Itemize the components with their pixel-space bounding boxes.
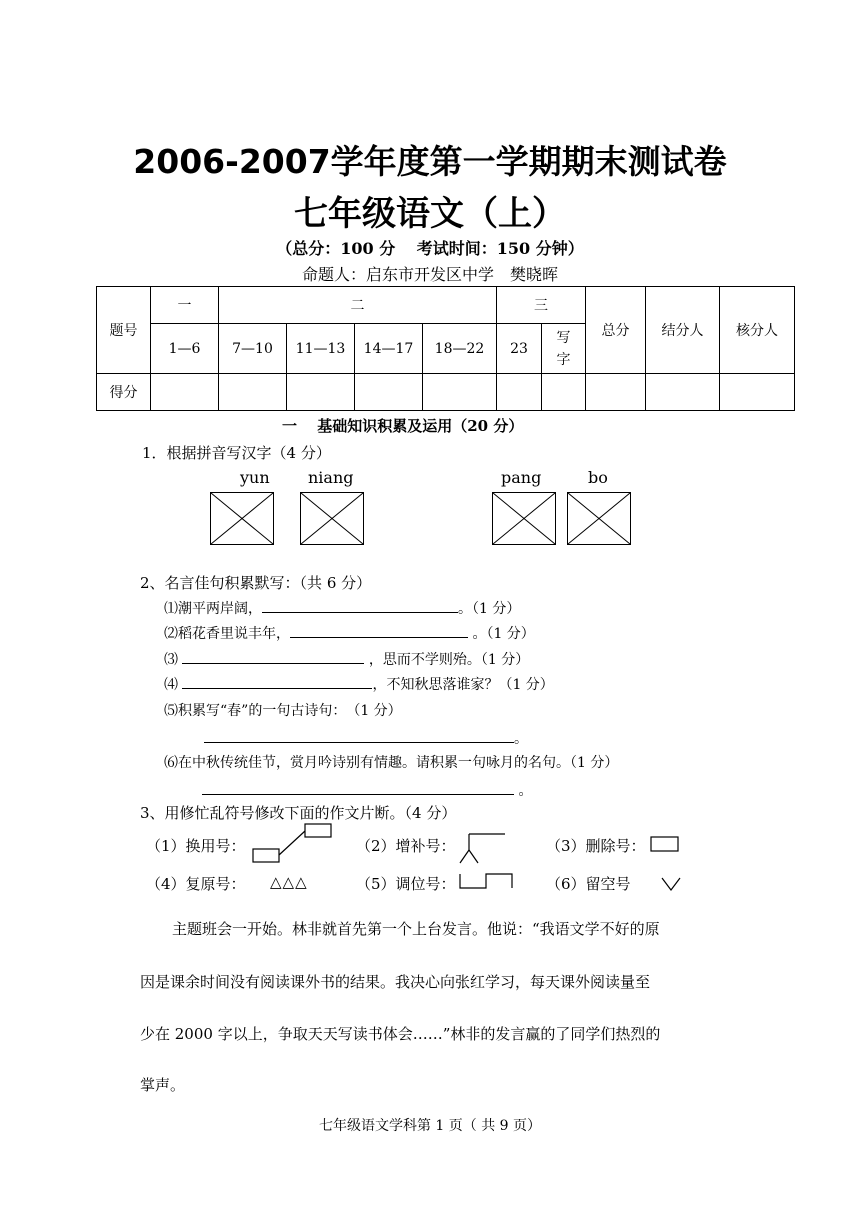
q2-item-4-pre: ⑷ [164, 677, 178, 693]
score-cell[interactable] [720, 374, 795, 411]
q2-item-6-end: 。 [518, 783, 533, 799]
pinyin-yun: yun [240, 468, 270, 487]
passage-line-3: 少在 2000 字以上，争取天天写读书体会……”林非的发言赢的了同学们热烈的 [140, 1025, 661, 1043]
pinyin-bo: bo [588, 468, 608, 487]
score-cell[interactable] [287, 374, 355, 411]
passage-line-1: 主题班会一开始。林非就首先第一个上台发言。他说：“我语文学不好的原 [172, 920, 660, 938]
symbol-5-label: （5）调位号： [356, 875, 456, 893]
q2-item-3-post: ，思而不学则殆。（1 分） [368, 652, 530, 668]
score-cell[interactable] [219, 374, 287, 411]
symbol-1-label: （1）换用号： [146, 837, 246, 855]
score-cell[interactable] [586, 374, 646, 411]
answer-box-niang[interactable] [300, 492, 364, 545]
q2-item-2-pre: ⑵稻花香里说丰年， [164, 626, 290, 642]
pinyin-niang: niang [308, 468, 354, 487]
q3-label: 3、用修忙乱符号修改下面的作文片断。（4 分） [140, 804, 457, 822]
q2-item-5-end: 。 [514, 731, 528, 747]
answer-blank-6[interactable] [202, 794, 514, 795]
q1-label: 1．根据拼音写汉字（4 分） [142, 444, 331, 462]
q2-item-1 [164, 598, 520, 618]
symbol-4-label: （4）复原号： [146, 875, 246, 893]
score-cell[interactable] [542, 374, 586, 411]
q2-item-4 [164, 674, 554, 694]
q2-item-1-post: 。（1 分） [458, 601, 521, 617]
answer-blank-4[interactable] [182, 688, 372, 689]
table-header-total: 总分 [586, 287, 646, 374]
q2-item-2-post: 。（1 分） [472, 626, 535, 642]
score-cell[interactable] [646, 374, 720, 411]
table-subcol: 1—6 [151, 324, 219, 374]
q2-item-6-line [202, 780, 532, 800]
answer-blank-2[interactable] [290, 637, 468, 638]
answer-box-bo[interactable] [567, 492, 631, 545]
answer-blank-3[interactable] [182, 663, 364, 664]
exam-title: 2006-2007学年度第一学期期末测试卷 [133, 142, 727, 181]
table-group-3: 三 [497, 287, 586, 324]
passage-line-4: 掌声。 [140, 1076, 186, 1094]
section-1-heading: 一 基础知识积累及运用（20 分） [282, 417, 524, 435]
transpose-mark-icon [458, 872, 516, 890]
q2-item-1-pre: ⑴潮平两岸阔， [164, 601, 262, 617]
q2-item-3 [164, 649, 529, 669]
delete-mark-icon [650, 836, 680, 853]
score-cell[interactable] [497, 374, 542, 411]
answer-blank-1[interactable] [262, 612, 458, 613]
q2-item-5: ⑸积累写“春”的一句古诗句： （1 分） [164, 703, 402, 719]
table-group-2: 二 [219, 287, 497, 324]
symbol-3-label: （3）删除号： [546, 837, 646, 855]
score-cell[interactable] [423, 374, 497, 411]
table-subcol-writing: 写字 [542, 324, 586, 374]
symbol-2-label: （2）增补号： [356, 837, 456, 855]
answer-box-yun[interactable] [210, 492, 274, 545]
swap-mark-icon [252, 822, 332, 864]
q2-item-5-line [204, 728, 528, 748]
pinyin-pang: pang [501, 468, 542, 487]
q2-label: 2、名言佳句积累默写：（共 6 分） [140, 574, 372, 592]
table-subcol: 14—17 [355, 324, 423, 374]
space-mark-icon [660, 876, 682, 892]
table-subcol: 11—13 [287, 324, 355, 374]
passage-line-2: 因是课余时间没有阅读课外书的结果。我决心向张红学习，每天课外阅读量至 [140, 973, 651, 991]
insert-mark-icon [456, 832, 506, 864]
answer-blank-5[interactable] [204, 742, 514, 743]
table-subcol: 7—10 [219, 324, 287, 374]
q2-item-3-pre: ⑶ [164, 652, 178, 668]
table-header-question-no: 题号 [97, 287, 151, 374]
page-footer: 七年级语文学科第 1 页（ 共 9 页） [318, 1118, 542, 1134]
table-subcol: 23 [497, 324, 542, 374]
exam-subtitle: 七年级语文（上） [294, 194, 566, 234]
symbol-6-label: （6）留空号 [546, 875, 631, 893]
table-header-score: 得分 [97, 374, 151, 411]
table-header-scorer: 结分人 [646, 287, 720, 374]
answer-box-pang[interactable] [492, 492, 556, 545]
score-cell[interactable] [151, 374, 219, 411]
exam-info: （总分：100 分 考试时间：150 分钟） [276, 239, 584, 258]
table-group-1: 一 [151, 287, 219, 324]
q2-item-6: ⑹在中秋传统佳节，赏月吟诗别有情趣。请积累一句咏月的名句。（1 分） [164, 755, 619, 771]
restore-mark-icon: △△△ [270, 873, 308, 891]
table-subcol: 18—22 [423, 324, 497, 374]
exam-author: 命题人：启东市开发区中学 樊晓晖 [301, 265, 558, 284]
table-header-checker: 核分人 [720, 287, 795, 374]
q2-item-2 [164, 623, 535, 643]
score-table [96, 286, 795, 411]
q2-item-4-post: ，不知秋思落谁家？（1 分） [372, 677, 554, 693]
score-cell[interactable] [355, 374, 423, 411]
